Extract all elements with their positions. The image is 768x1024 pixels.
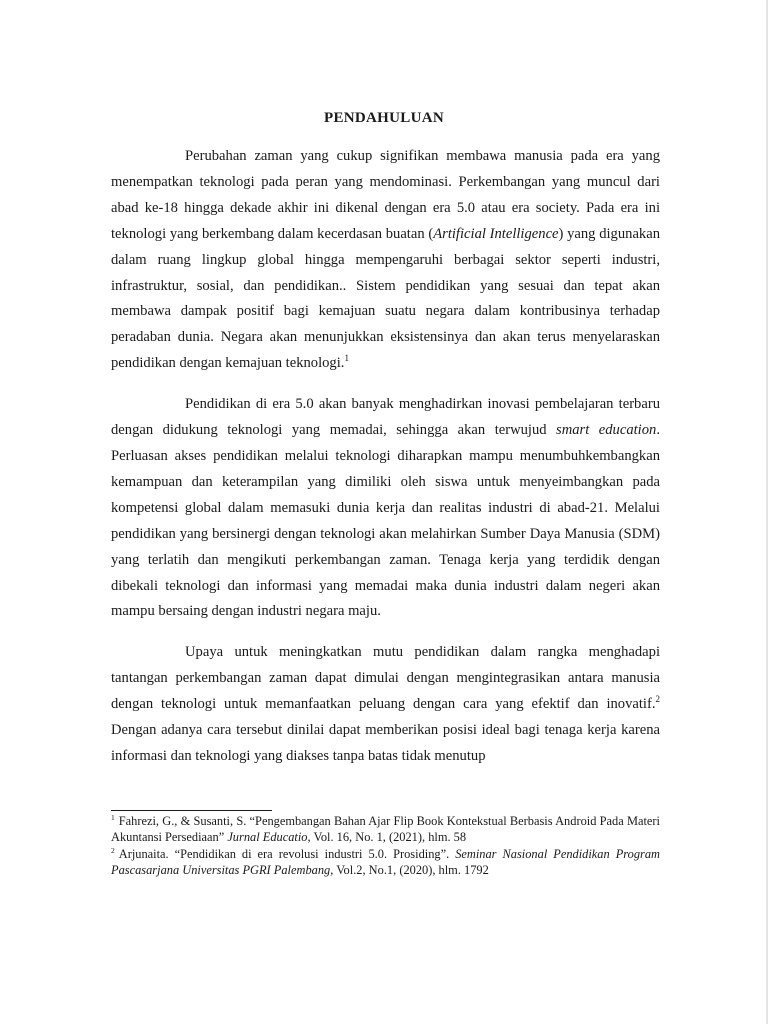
- paragraph-1-text-cont: ) yang digunakan dalam ruang lingkup global hingga mempengaruhi berbagai sektor seperti industri, infrastruktur, sosial, dan pendidikan.. Sistem pendidikan yang sesuai dan tepat akan membawa dampak positif bagi kemajuan suatu negara dalam kontribusinya terhadap peradaban dunia. Negara akan menunjukkan eksistensinya dan akan terus menyelaraskan pendidikan dengan kemajuan teknologi.: [111, 225, 660, 372]
- footnote-separator: [111, 810, 272, 811]
- paragraph-2: [111, 392, 660, 625]
- paragraph-3-text-cont: Dengan adanya cara tersebut dinilai dapat memberikan posisi ideal bagi tenaga kerja karena informasi dan teknologi yang diakses tanpa batas tidak menutup: [111, 722, 660, 764]
- footnote-2-text: Arjunaita. “Pendidikan di era revolusi industri 5.0. Prosiding”.: [118, 847, 456, 862]
- footnote-1-journal: Jurnal Educatio: [227, 829, 308, 844]
- paragraph-2-text: Pendidikan di era 5.0 akan banyak menghadirkan inovasi pembelajaran terbaru dengan didukung teknologi yang memadai, sehingga akan terwujud: [111, 396, 660, 439]
- body-text: [111, 144, 660, 770]
- paragraph-2-text-cont: . Perluasan akses pendidikan melalui teknologi diharapkan mampu menumbuhkembangkan kemampuan dan keterampilan yang dimiliki oleh siswa untuk menyeimbangkan pada kompetensi global dalam memasuki dunia kerja dan realitas industri di abad-21. Melalui pendidikan yang bersinergi dengan teknologi akan melahirkan Sumber Daya Manusia (SDM) yang terlatih dan mengikuti perkembangan zaman. Tenaga kerja yang terdidik dengan dibekali teknologi dan informasi yang memadai maka dunia industri dalam negeri akan mampu bersaing dengan industri negara maju.: [111, 422, 660, 620]
- page-title: PENDAHULUAN: [324, 110, 444, 126]
- footnote-2-details: , Vol.2, No.1, (2020), hlm. 1792: [330, 862, 489, 877]
- footnote-ref-1: 1: [344, 353, 349, 364]
- footnote-ref-2: 2: [655, 694, 660, 705]
- paragraph-1-text: Perubahan zaman yang cukup signifikan membawa manusia pada era yang menempatkan teknologi pada peran yang mendominasi. Perkembangan yang muncul dari abad ke-18 hingga dekade akhir ini dikenal dengan era 5.0 atau era society. Pada era ini teknologi yang berkembang dalam kecerdasan buatan (: [111, 148, 660, 242]
- footnote-1-text: Fahrezi, G., & Susanti, S. “Pengembangan Bahan Ajar Flip Book Kontekstual Berbasis Android Pada Materi Akuntansi Persediaan”: [111, 814, 660, 844]
- footnote-2-proceedings: Seminar Nasional Pendidikan Program Pascasarjana Universitas PGRI Palembang: [111, 847, 660, 877]
- footnotes: [111, 814, 660, 880]
- paragraph-3-text: Upaya untuk meningkatkan mutu pendidikan dalam rangka menghadapi tantangan perkembangan zaman dapat dimulai dengan mengintegrasikan antara manusia dengan teknologi untuk memanfaatkan peluang dengan cara yang efektif dan inovatif.: [111, 644, 660, 713]
- footnote-1-details: , Vol. 16, No. 1, (2021), hlm. 58: [307, 829, 467, 844]
- footnote-1: [111, 814, 660, 845]
- footnote-1-mark: 1: [111, 813, 115, 822]
- paragraph-1: [111, 144, 660, 377]
- paragraph-2-italic-term: smart education: [556, 422, 657, 439]
- paragraph-3: [111, 640, 660, 770]
- paragraph-1-italic-term: Artificial Intelligence: [433, 225, 559, 242]
- footnote-2-mark: 2: [111, 846, 115, 856]
- footnote-2: [111, 847, 660, 878]
